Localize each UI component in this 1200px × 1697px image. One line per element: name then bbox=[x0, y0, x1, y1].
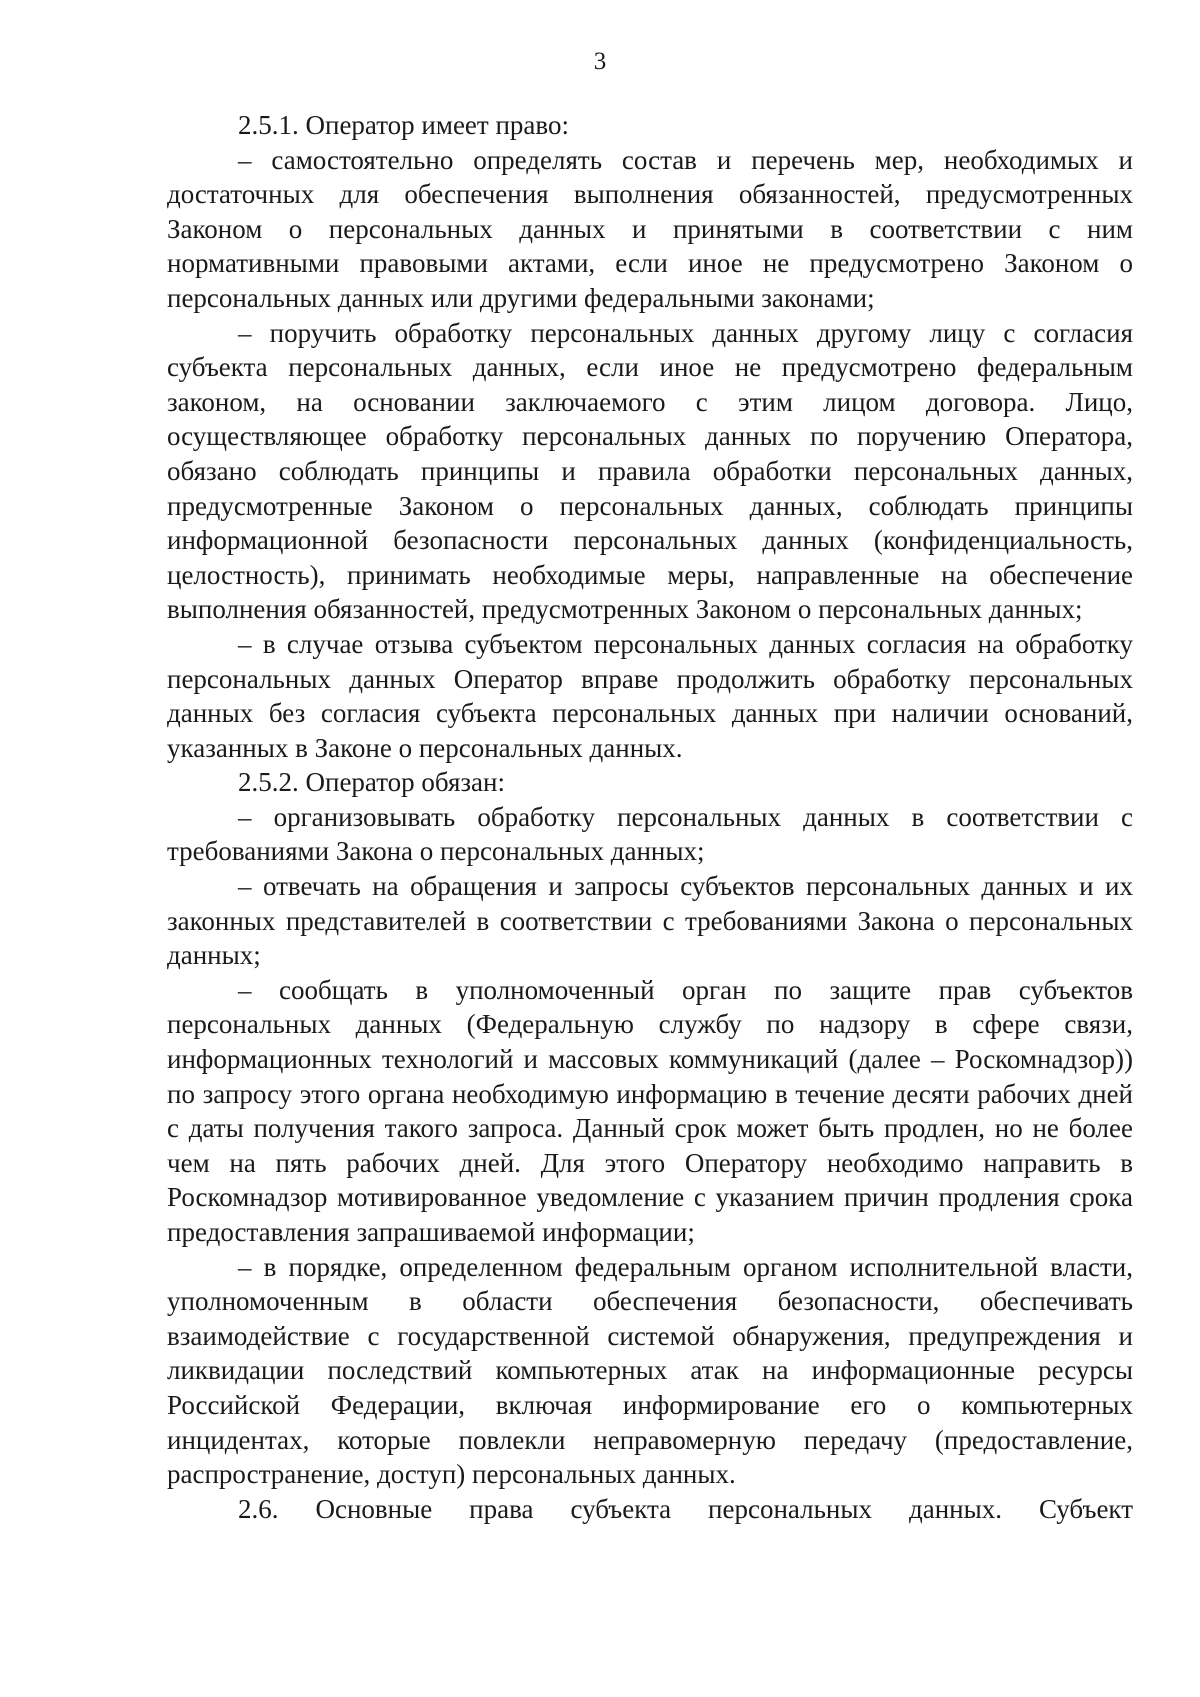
list-item-answer-requests: – отвечать на обращения и запросы субъектов персональных данных и их законных представителей в соответствии с требованиями Закона о персональных данных; bbox=[167, 871, 1133, 971]
list-item-organize-processing: – организовывать обработку персональных данных в соответствии с требованиями Закона о персональных данных; bbox=[167, 801, 1133, 867]
page-number: 3 bbox=[593, 48, 607, 75]
clause-2-6-heading: 2.6. Основные права субъекта персональных данных. Субъект bbox=[238, 1493, 1133, 1524]
list-item-delegate-processing: – поручить обработку персональных данных другому лицу с согласия субъекта персональных данных, если иное не предусмотрено федеральным законом, на основании заключаемого с этим лицом договора. Лицо, осуществляющее обработку персональных данных по поручению Оператора, обязано соблюдать принципы и правила обработки персональных данных, предусмотренные Законом о персональных данных, соблюдать принципы информационной безопасности персональных данных (конфиденциальность, целостность), принимать необходимые меры, направленные на обеспечение выполнения обязанностей, предусмотренных Законом о персональных данных; bbox=[167, 317, 1133, 625]
clause-2-5-1-heading: 2.5.1. Оператор имеет право: bbox=[238, 110, 569, 140]
list-item-consent-withdrawal: – в случае отзыва субъектом персональных данных согласия на обработку персональных данных Оператор вправе продолжить обработку персональных данных без согласия субъекта персональных данных при наличии оснований, указанных в Законе о персональных данных. bbox=[167, 628, 1133, 763]
list-item-cyber-interaction: – в порядке, определенном федеральным органом исполнительной власти, уполномоченным в области обеспечения безопасности, обеспечивать взаимодействие с государственной системой обнаружения, предупреждения и ликвидации последствий компьютерных атак на информационные ресурсы Российской Федерации, включая информирование его о компьютерных инцидентах, которые повлекли неправомерную передачу (предоставление, распространение, доступ) персональных данных. bbox=[167, 1251, 1133, 1490]
list-item-define-measures: – самостоятельно определять состав и перечень мер, необходимых и достаточных для обеспечения выполнения обязанностей, предусмотренных Законом о персональных данных и принятыми в соответствии с ним нормативными правовыми актами, если иное не предусмотрено Законом о персональных данных или другими федеральными законами; bbox=[167, 144, 1133, 313]
clause-2-5-2-heading: 2.5.2. Оператор обязан: bbox=[238, 767, 505, 798]
document-body bbox=[167, 108, 1133, 1526]
list-item-inform-roskomnadzor: – сообщать в уполномоченный орган по защите прав субъектов персональных данных (Федеральную службу по надзору в сфере связи, информационных технологий и массовых коммуникаций (далее – Роскомнадзор)) по запросу этого органа необходимую информацию в течение десяти рабочих дней с даты получения такого запроса. Данный срок может быть продлен, но не более чем на пять рабочих дней. Для этого Оператору необходимо направить в Роскомнадзор мотивированное уведомление с указанием причин продления срока предоставления запрашиваемой информации; bbox=[167, 974, 1133, 1247]
